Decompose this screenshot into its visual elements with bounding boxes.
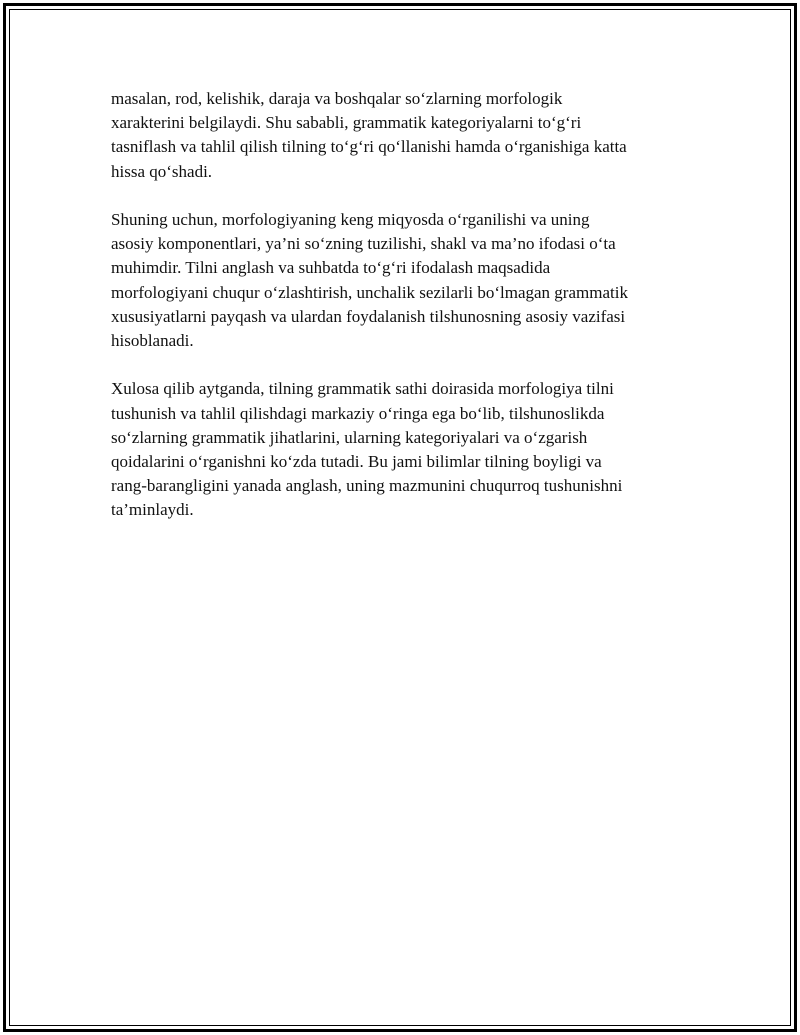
paragraph-3: Xulosa qilib aytganda, tilning grammatik sathi doirasida morfologiya tilni tushunish va tahlil qilishdagi markaziy o‘ringa ega bo‘lib, tilshunoslikda so‘zlarning grammatik jihatlarini, ularning kategoriyalari va o‘zgarish qoidalarini o‘rganishni ko‘zda tutadi. Bu jami bilimlar tilning boyligi va rang-barangligini yanada anglash, uning mazmunini chuqurroq tushunishni ta’minlaydi. <box>111 379 623 520</box>
paragraph-1: masalan, rod, kelishik, daraja va boshqalar so‘zlarning morfologik xarakterini belgilaydi. Shu sababli, grammatik kategoriyalarni to‘g‘ri tasniflash va tahlil qilish tilning to‘g‘ri qo‘llanishi hamda o‘rganishiga katta hissa qo‘shadi. <box>111 89 627 181</box>
document-body <box>111 87 691 547</box>
paragraph-2: Shuning uchun, morfologiyaning keng miqyosda o‘rganilishi va uning asosiy komponentlari, ya’ni so‘zning tuzilishi, shakl va ma’no ifodasi o‘ta muhimdir. Tilni anglash va suhbatda to‘g‘ri ifodalash maqsadida morfologiyani chuqur o‘zlashtirish, unchalik sezilarli bo‘lmagan grammatik xususiyatlarni payqash va ulardan foydalanish tilshunosning asosiy vazifasi hisoblanadi. <box>111 210 628 351</box>
